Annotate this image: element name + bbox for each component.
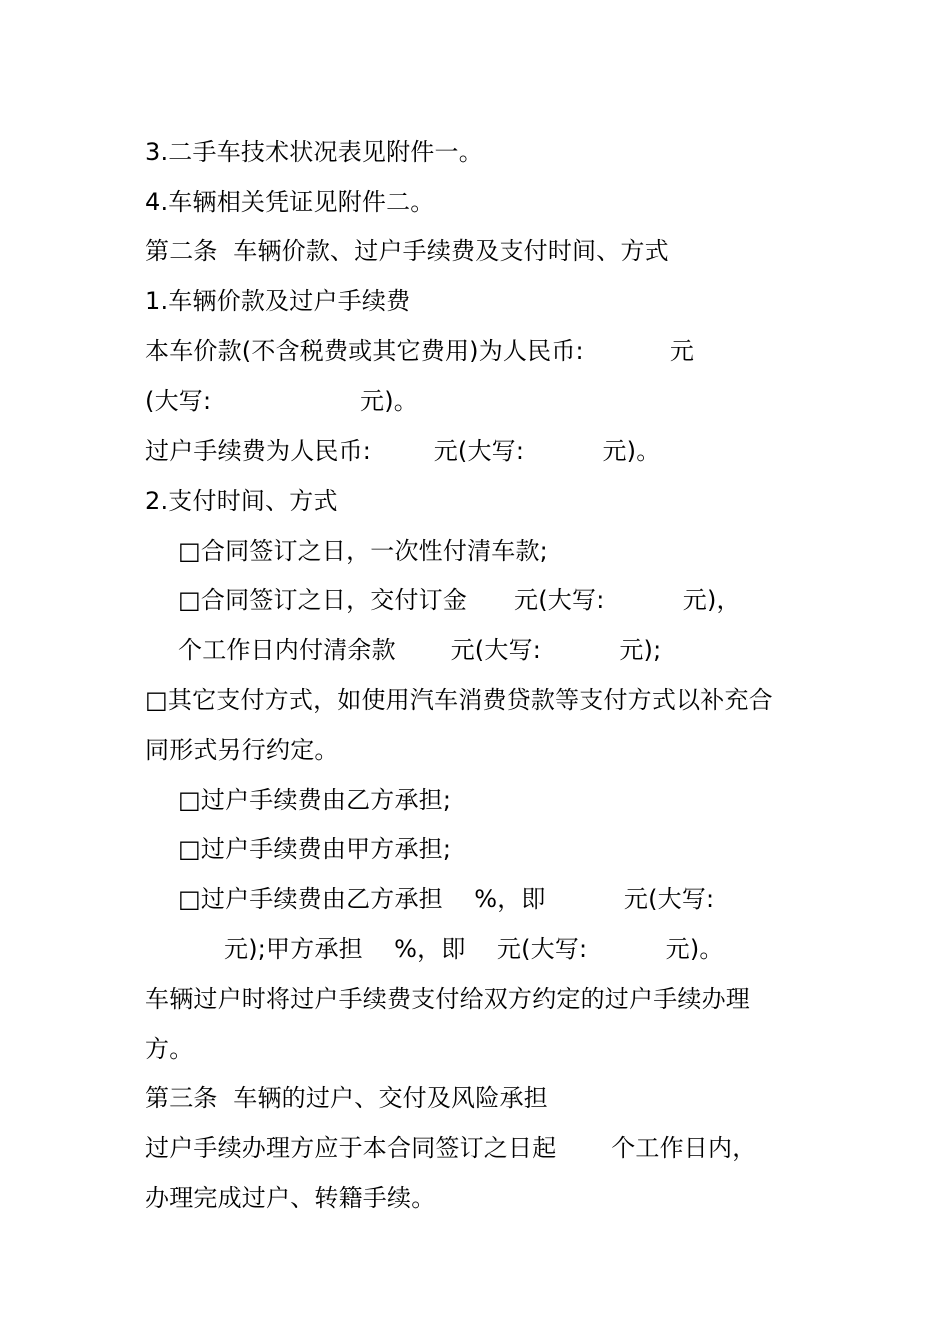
payment-option-full: □合同签订之日，一次性付清车款;: [178, 537, 548, 565]
payment-option-other: □其它支付方式，如使用汽车消费贷款等支付方式以补充合: [145, 686, 773, 714]
payment-subheading: 2.支付时间、方式: [145, 487, 338, 515]
transfer-deadline-cont: 办理完成过户、转籍手续。: [145, 1184, 436, 1212]
transfer-fee-line: 过户手续费为人民币: 元(大写: 元)。: [145, 437, 661, 465]
fee-option-split: □过户手续费由乙方承担 %，即 元(大写:: [178, 885, 715, 913]
article-2-heading: 第二条 车辆价款、过户手续费及支付时间、方式: [145, 237, 669, 265]
article-3-heading: 第三条 车辆的过户、交付及风险承担: [145, 1084, 548, 1112]
transfer-deadline-line: 过户手续办理方应于本合同签订之日起 个工作日内，: [145, 1134, 757, 1162]
fee-option-party-b: □过户手续费由乙方承担;: [178, 786, 452, 814]
payment-option-other-cont: 同形式另行约定。: [145, 736, 339, 764]
fee-payment-note-cont: 方。: [145, 1035, 194, 1063]
clause-item-3: 3.二手车技术状况表见附件一。: [145, 138, 483, 166]
fee-option-split-cont: 元);甲方承担 %，即 元(大写: 元)。: [224, 935, 724, 963]
payment-option-balance: 个工作日内付清余款 元(大写: 元);: [178, 636, 662, 664]
clause-item-4: 4.车辆相关凭证见附件二。: [145, 188, 435, 216]
payment-option-deposit: □合同签订之日，交付订金 元(大写: 元)，: [178, 586, 741, 614]
fee-payment-note: 车辆过户时将过户手续费支付给双方约定的过户手续办理: [145, 985, 750, 1013]
fee-option-party-a: □过户手续费由甲方承担;: [178, 835, 452, 863]
vehicle-price-uppercase-line: (大写: 元)。: [145, 387, 418, 415]
vehicle-price-line: 本车价款(不含税费或其它费用)为人民币: 元: [145, 337, 695, 365]
price-fee-subheading: 1.车辆价款及过户手续费: [145, 287, 411, 315]
